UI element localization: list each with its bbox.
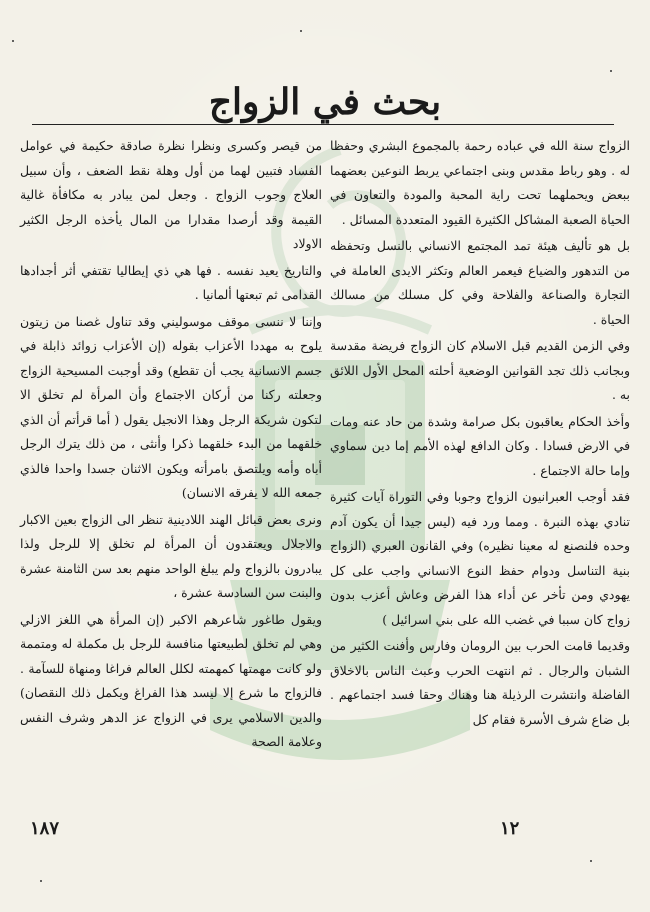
page-number-right: ١٢ [500, 818, 520, 839]
title-divider [32, 124, 614, 125]
paragraph: والتاريخ يعيد نفسه . فها هي ذي إيطاليا تقتفي أثر أجدادها القدامى ثم تبعتها ألمانيا . [20, 262, 322, 302]
paragraph: وأخذ الحكام يعاقبون بكل صرامة وشدة من حاد عنه ومات في الارض فسادا . وكان الدافع لهذه الأمم إما دين سماوي وإما حالة الاجتماع . [330, 413, 630, 478]
paragraph: ويقول طاغور شاعرهم الاكبر (إن المرأة هي اللغز الازلي وهي لم تخلق لطبيعتها منافسة للرجل بل مكملة له ومتممة ولو كانت مهمتها كمهمته لكلل العالم فراغا ومنهاة للسآمة . فالزواج ما شرع إلا ليسد هذا الفراغ ويكمل ذلك النقصان) والدين الاسلامي يرى في الزواج عز الدهر وشرف النفس وعلامة الصحة [20, 611, 322, 749]
paragraph: وفي الزمن القديم قبل الاسلام كان الزواج فريضة مقدسة وبجانب ذلك تجد القوانين الوضعية أحلته المحل الأول اللائق به . [330, 338, 630, 402]
scan-speck [40, 880, 42, 882]
paragraph: ونرى بعض قبائل الهند اللادينية تنظر الى الزواج بعين الاكبار والاجلال ويعتقدون أن المرأة لم تخلق إلا للرجل ولذا يبادرون بالزواج ولم يبلغ الواحد منهم بعد سن الثامنة عشرة والبنت سن السادسة عشرة ، [20, 511, 322, 600]
scan-speck [610, 70, 612, 72]
right-column [330, 134, 630, 734]
paragraph: بل هو تأليف هيئة تمد المجتمع الانساني بالنسل وتحفظه من التدهور والضياع فيعمر العالم وتكثر الايدى العاملة في التجارة والصناعة والفلاحة وفي كل مسلك من مسالك الحياة . [330, 238, 630, 327]
page-number-left: ١٨٧ [30, 818, 60, 839]
page-title: بحث في الزواج [208, 81, 442, 123]
scan-speck [590, 860, 592, 862]
document-header [0, 78, 650, 126]
scan-speck [12, 40, 14, 42]
paragraph: وإننا لا ننسى موقف موسوليني وقد تناول غصنا من زيتون يلوح به مهددا الأعزاب بقوله (إن الأعزاب زوائد ذابلة في جسم الانسانية يجب أن تقطع) وقد أوجبت المسيحية الزواج وجعلته ركنا من أركان الاجتماع وأن المرأة لم تخلق الا لتكون شريكة الرجل وهذا الانجيل يقول ( أما قرأتم أن الذي خلقهما من البدء خلقهما ذكرا وأنثى ، من ذلك يترك الرجل أباه وأمه ويلتصق بامرأته ويكون الاثنان جسدا واحدا فالذي جمعه الله لا يفرقه الانسان) [20, 313, 322, 500]
left-column [20, 134, 322, 757]
paragraph: من قيصر وكسرى ونظرا نظرة صادقة حكيمة في عوامل الفساد فتبين لهما من أول وهلة نقط الضعف ، وأن سبيل العلاج وجوب الزواج . وجعل لمن يبادر به مكافأة غالية القيمة وقد أرصدا مقدارا من المال يأخذه الرجل الكثير الاولاد [20, 138, 322, 251]
paragraph: الزواج سنة الله في عباده رحمة بالمجموع البشري وحفظا له . وهو رباط مقدس وبنى اجتماعي يربط النوعين بعضهما ببعض ويحملهما تحت راية المحبة والمودة والتعاون في الحياة الصعبة المشاكل الكثيرة القيود المتعددة المسائل . [330, 138, 630, 227]
paragraph: فقد أوجب العبرانيون الزواج وجوبا وفي التوراة آيات كثيرة تنادي بهذه النبرة . ومما ورد فيه (ليس جيدا أن يكون آدم وحده فلنصنع له معينا نظيره) وفي القانون العبري (الزواج بنية التناسل ودوام حفظ النوع الانساني واجب على كل يهودي ومن تأخر عن أداء هذا الفرض وعاش أعزب بدون زواج كان سببا في غضب الله على بني اسرائيل ) [330, 489, 630, 627]
paragraph: وقديما قامت الحرب بين الرومان وفارس وأفنت الكثير من الشبان والرجال . ثم انتهت الحرب وعبث الناس بالاخلاق الفاضلة وانتشرت الرذيلة هنا وهناك وحقا فسد اجتماعهم . بل ضاع شرف الأسرة فقام كل [330, 638, 630, 727]
scan-speck [300, 30, 302, 32]
